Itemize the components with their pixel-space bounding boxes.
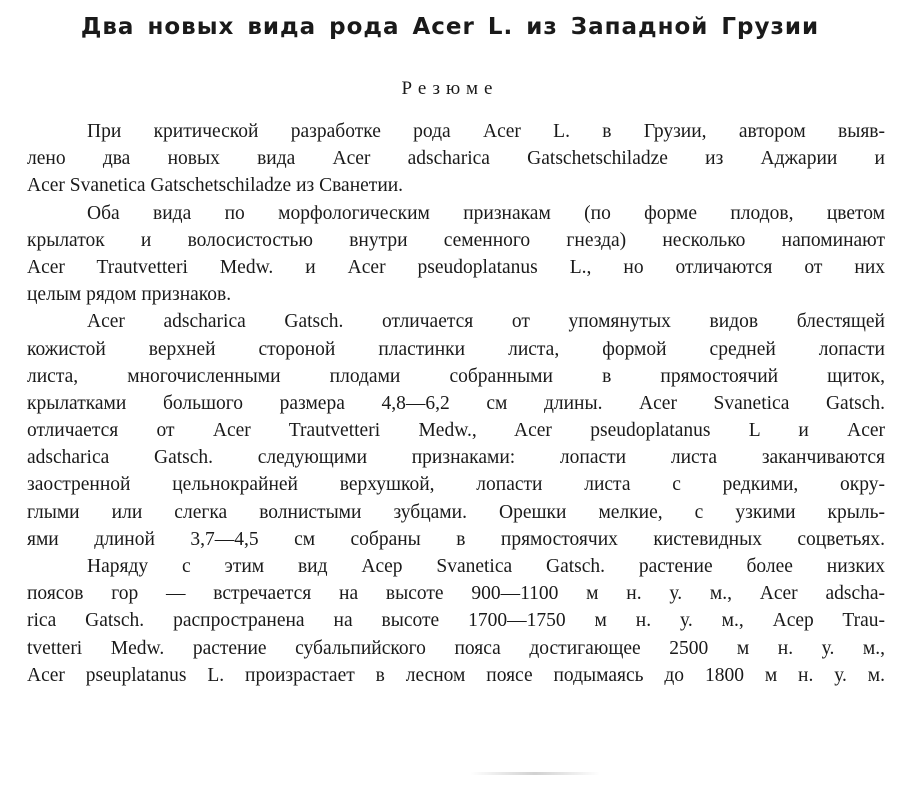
text-line: поясов гор — встречается на высоте 900—1100 м н. у. м., Acer adscha- — [27, 583, 885, 605]
text-line: отличается от Acer Trautvetteri Medw., Acer pseudoplatanus L и Acer — [27, 420, 885, 442]
text-line: листа, многочисленными плодами собранными в прямостоячий щиток, — [27, 365, 885, 387]
paragraph-2 — [27, 200, 885, 309]
text-line: Наряду с этим вид Acep Svanetica Gatsch. растение более низких — [87, 556, 885, 577]
text-line: глыми или слегка волнистыми зубцами. Орешки мелкие, с узкими крыль- — [27, 501, 885, 523]
text-line: tvetteri Medw. растение субальпийского пояса достигающее 2500 м н. у. м., — [27, 637, 885, 659]
text-line: Acer pseuplatanus L. произрастает в лесном поясе подымаясь до 1800 м н. у. м. — [27, 664, 885, 686]
body-text — [27, 118, 885, 689]
text-line: крылатками большого размера 4,8—6,2 см длины. Acer Svanetica Gatsch. — [27, 392, 885, 414]
paragraph-1 — [27, 118, 885, 200]
text-line: заостренной цельнокрайней верхушкой, лопасти листа с редкими, окру- — [27, 474, 885, 496]
document-title: Два новых вида рода Acer L. из Западной Грузии — [80, 14, 820, 40]
paragraph-4 — [27, 553, 885, 689]
text-line: целым рядом признаков. — [27, 284, 232, 306]
paragraph-3 — [27, 308, 885, 553]
text-line: лено два новых вида Acer adscharica Gatschetschiladze из Аджарии и — [27, 148, 885, 170]
text-line: adscharica Gatsch. следующими признаками: лопасти листа заканчиваются — [27, 447, 885, 469]
text-line: rica Gatsch. распространена на высоте 1700—1750 м н. у. м., Acep Trau- — [27, 610, 885, 632]
text-line: Оба вида по морфологическим признакам (по форме плодов, цветом — [87, 202, 885, 224]
text-line: Acer Svanetica Gatschetschiladze из Сванетии. — [27, 175, 404, 197]
text-line: крылаток и волосистостью внутри семенного гнезда) несколько напоминают — [27, 229, 885, 251]
text-line: кожистой верхней стороной пластинки листа, формой средней лопасти — [27, 338, 885, 360]
text-line: Acer Trautvetteri Medw. и Acer pseudoplatanus L., но отличаются от них — [27, 256, 885, 278]
text-line: Acer adscharica Gatsch. отличается от упомянутых видов блестящей — [87, 311, 885, 333]
text-line: ями длиной 3,7—4,5 см собраны в прямостоячих кистевидных соцветьях. — [27, 528, 885, 550]
scan-smudge — [470, 772, 600, 775]
section-heading-resume: Резюме — [401, 78, 499, 99]
text-line: При критической разработке рода Acer L. в Грузии, автором выяв- — [87, 121, 885, 142]
